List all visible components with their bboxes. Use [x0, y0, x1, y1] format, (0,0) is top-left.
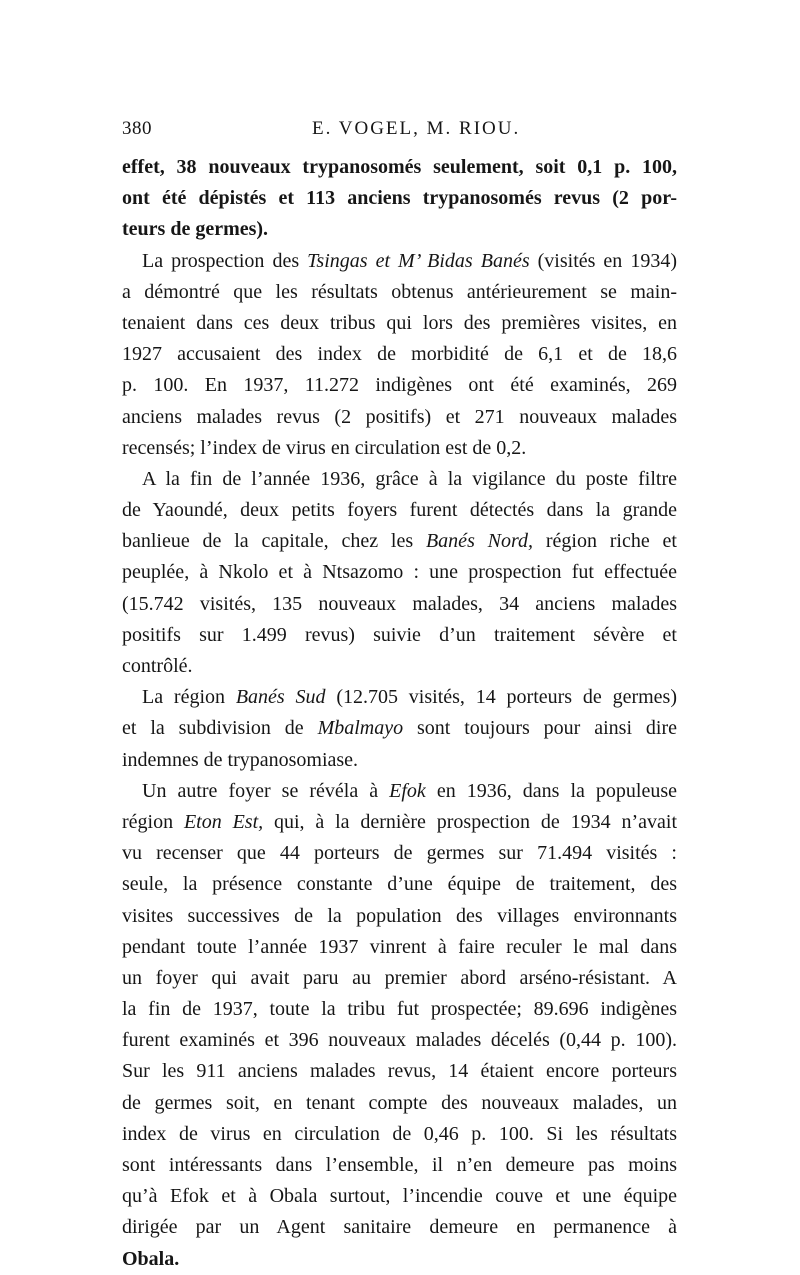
text-line [122, 807, 677, 838]
body-text [122, 152, 677, 1275]
running-title: E. VOGEL, M. RIOU. [312, 118, 521, 139]
paragraph [122, 682, 677, 776]
text-line [122, 557, 677, 588]
text-segment: tenaient dans ces deux tribus qui lors des premières visites, en [122, 311, 677, 334]
text-segment: contrôlé. [122, 655, 193, 677]
paragraph [122, 776, 677, 1275]
text-segment: seule, la présence constante d’une équipe de traitement, des [122, 873, 677, 896]
text-segment: de germes soit, en tenant compte des nouveaux malades, un [122, 1091, 677, 1114]
text-line [122, 776, 677, 807]
text-segment: vu recenser que 44 porteurs de germes sur 71.494 visités : [122, 842, 677, 865]
text-segment: banlieue de la capitale, chez les [122, 530, 426, 553]
text-segment: Un autre foyer se révéla à [142, 779, 390, 802]
text-line [122, 402, 677, 433]
text-line [122, 526, 677, 557]
text-segment: région [122, 810, 184, 833]
text-line [122, 838, 677, 869]
text-line [122, 1244, 677, 1275]
text-line [122, 1088, 677, 1119]
running-header [122, 118, 672, 148]
text-line [122, 246, 677, 277]
text-segment: a démontré que les résultats obtenus antérieurement se main- [122, 280, 677, 303]
italic-text: Eton Est, [183, 810, 264, 833]
text-segment: furent examinés et 396 nouveaux malades décelés (0,44 p. 100). [122, 1029, 677, 1052]
text-segment: sont intéressants dans l’ensemble, il n’en demeure pas moins [122, 1154, 677, 1176]
text-line [122, 183, 677, 214]
text-line [122, 1025, 677, 1056]
text-segment: et la subdivision de [122, 717, 318, 740]
text-segment: recensés; l’index de virus en circulation est de 0,2. [122, 436, 527, 459]
text-segment: (15.742 visités, 135 nouveaux malades, 34 anciens malades [122, 592, 677, 615]
text-segment: qu’à Efok et à Obala surtout, l’incendie couve et une équipe [122, 1185, 677, 1208]
text-segment: ont été dépistés et 113 anciens trypanosomés revus (2 por- [122, 187, 677, 210]
italic-text: Tsingas et M’ Bidas Banés [307, 249, 530, 272]
text-line [122, 277, 677, 308]
text-segment: p. 100. En 1937, 11.272 indigènes ont été examinés, 269 [122, 374, 677, 397]
text-line [122, 869, 677, 900]
text-line [122, 1212, 677, 1243]
text-segment: teurs de germes). [122, 218, 269, 241]
text-segment: région riche et [533, 530, 677, 553]
text-line [122, 370, 677, 401]
text-line [122, 495, 677, 526]
paragraph [122, 464, 677, 682]
paragraph [122, 152, 677, 246]
italic-text: Banés Sud [235, 686, 326, 709]
text-segment: en 1936, dans la populeuse [425, 779, 677, 802]
text-line [122, 464, 677, 495]
text-line [122, 308, 677, 339]
text-segment: indemnes de trypanosomiase. [122, 748, 359, 771]
text-line [122, 1150, 677, 1181]
page-number: 380 [122, 118, 152, 139]
text-line [122, 339, 677, 370]
text-segment: (visités en 1934) [529, 249, 677, 272]
text-line [122, 589, 677, 620]
text-segment: index de virus en circulation de 0,46 p. 100. Si les résultats [122, 1122, 677, 1145]
text-segment: Sur les 911 anciens malades revus, 14 étaient encore porteurs [122, 1060, 677, 1083]
text-segment: la fin de 1937, toute la tribu fut prospectée; 89.696 indigènes [122, 998, 677, 1021]
paragraph [122, 246, 677, 464]
text-segment: effet, 38 nouveaux trypanosomés seulement, soit 0,1 p. 100, [122, 156, 677, 178]
italic-text: Efok [389, 779, 426, 802]
text-segment: visites successives de la population des villages environnants [122, 904, 677, 927]
text-line [122, 713, 677, 744]
text-line [122, 901, 677, 932]
text-line [122, 214, 677, 245]
text-segment: un foyer qui avait paru au premier abord arséno-résistant. A [122, 966, 677, 989]
text-segment: Obala. [122, 1247, 180, 1270]
text-segment: La prospection des [142, 249, 308, 272]
text-line [122, 1119, 677, 1150]
text-line [122, 745, 677, 776]
text-line [122, 682, 677, 713]
text-line [122, 963, 677, 994]
text-segment: 1927 accusaient des index de morbidité de 6,1 et de 18,6 [122, 343, 677, 366]
italic-text: Mbalmayo [317, 717, 404, 740]
text-segment: positifs sur 1.499 revus) suivie d’un traitement sévère et [122, 623, 677, 646]
text-segment: pendant toute l’année 1937 vinrent à faire reculer le mal dans [122, 935, 677, 958]
text-line [122, 1181, 677, 1212]
text-segment: de Yaoundé, deux petits foyers furent détectés dans la grande [122, 499, 677, 522]
text-line [122, 932, 677, 963]
text-segment: sont toujours pour ainsi dire [403, 717, 677, 740]
text-line [122, 994, 677, 1025]
text-segment: La région [142, 686, 236, 709]
text-segment: peuplée, à Nkolo et à Ntsazomo : une prospection fut effectuée [122, 561, 677, 584]
text-line [122, 1056, 677, 1087]
text-segment: qui, à la dernière prospection de 1934 n’avait [263, 810, 678, 833]
text-segment: dirigée par un Agent sanitaire demeure en permanence à [122, 1216, 677, 1239]
italic-text: Banés Nord, [425, 530, 534, 553]
text-line [122, 620, 677, 651]
text-segment: anciens malades revus (2 positifs) et 271 nouveaux malades [122, 405, 677, 428]
text-line [122, 433, 677, 464]
text-line [122, 152, 677, 183]
text-line [122, 651, 677, 682]
text-segment: A la fin de l’année 1936, grâce à la vigilance du poste filtre [142, 467, 677, 490]
text-segment: (12.705 visités, 14 porteurs de germes) [325, 686, 677, 709]
